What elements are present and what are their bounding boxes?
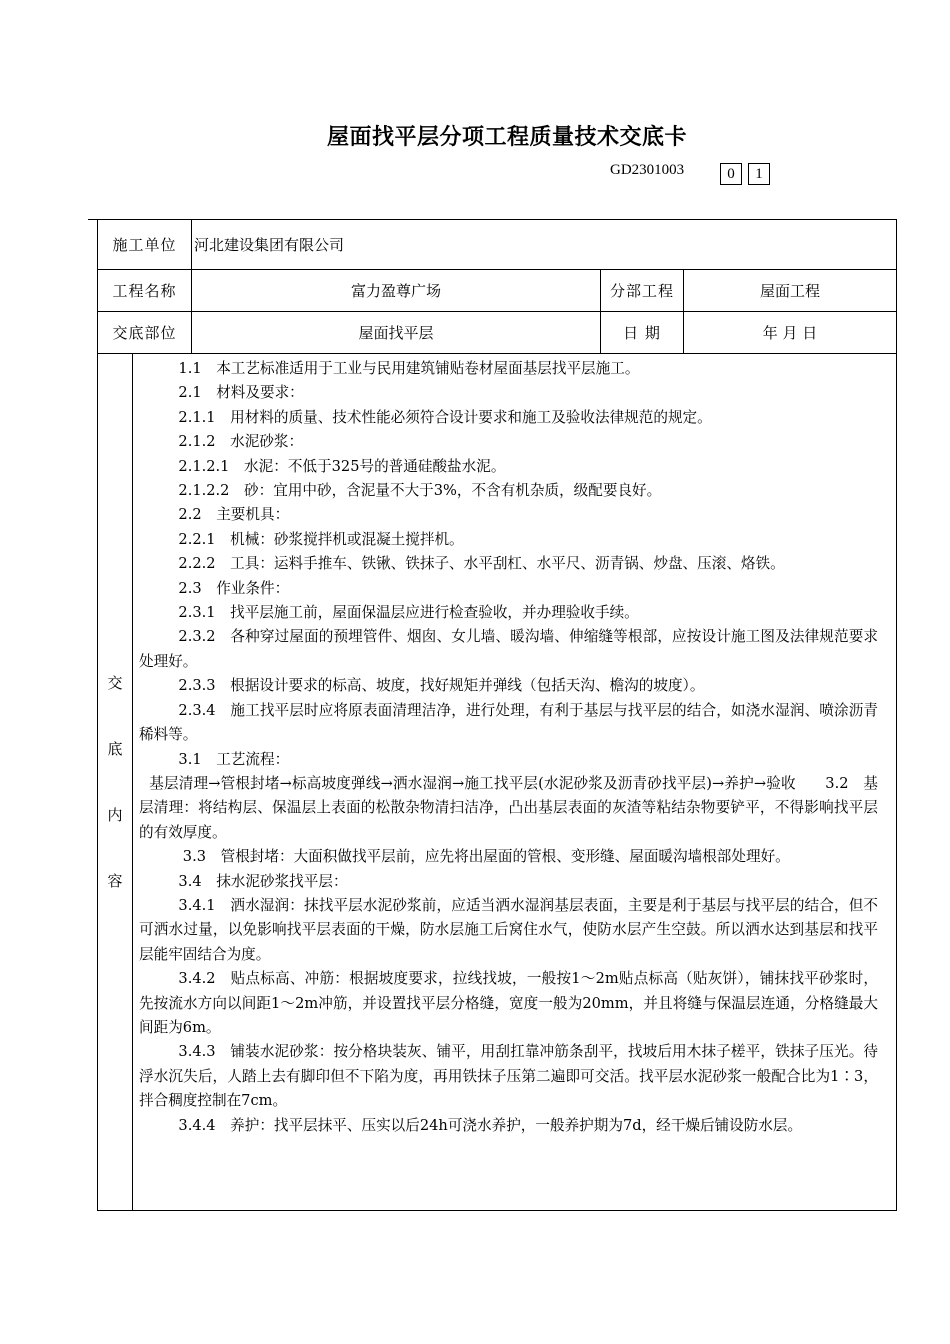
unit-value: 河北建设集团有限公司 (192, 220, 897, 270)
date-value: 年 月 日 (684, 312, 897, 354)
content-paragraph: 3.4.3 铺装水泥砂浆：按分格块装灰、铺平，用刮扛靠冲筋条刮平，找坡后用木抹子槎平，铁抹子压光。待浮水沉失后，人踏上去有脚印但不下陷为度，再用铁抹子压第二遍即可交活。找平层水泥砂浆一般配合比为1∶3，拌合稠度控制在7cm。 (139, 1043, 879, 1110)
part-value: 屋面找平层 (192, 312, 601, 354)
row-project (98, 270, 897, 312)
content-paragraph: 2.1.2.1 水泥：不低于325号的普通硅酸盐水泥。 (178, 457, 506, 475)
project-value: 富力盈尊广场 (192, 270, 601, 312)
content-paragraph: 3.3 管根封堵：大面积做找平层前，应先将出屋面的管根、变形缝、屋面暖沟墙根部处理好。 (182, 848, 790, 866)
content-paragraph: 2.1.2 水泥砂浆： (178, 433, 304, 451)
content-paragraph: 2.3.2 各种穿过屋面的预埋管件、烟囱、女儿墙、暖沟墙、伸缩缝等根部，应按设计施工图及法律规范要求处理好。 (139, 628, 879, 670)
content-paragraph: 2.1.1 用材料的质量、技术性能必须符合设计要求和施工及验收法律规范的规定。 (178, 408, 712, 426)
sub-project-label: 分部工程 (601, 270, 684, 312)
content-paragraph: 2.3.1 找平层施工前，屋面保温层应进行检查验收，并办理验收手续。 (178, 604, 639, 622)
side-char: 容 (107, 872, 123, 890)
document-code: GD2301003 (610, 162, 685, 178)
content-paragraph: 3.4 抹水泥砂浆找平层： (178, 872, 348, 890)
content-paragraph: 2.2.2 工具：运料手推车、铁锹、铁抹子、水平刮杠、水平尺、沥青锅、炒盘、压滚、烙铁。 (178, 555, 785, 573)
side-char: 内 (107, 806, 123, 824)
content-body (133, 354, 897, 1211)
code-box-1: 0 (720, 163, 742, 185)
content-paragraph: 2.3.4 施工找平层时应将原表面清理洁净，进行处理，有利于基层与找平层的结合，如浇水湿润、喷涂沥青稀料等。 (139, 701, 879, 744)
sub-project-value: 屋面工程 (684, 270, 897, 312)
content-paragraph: 2.3 作业条件： (178, 579, 290, 597)
part-label: 交底部位 (98, 312, 192, 354)
content-paragraph: 3.4.4 养护：找平层抹平、压实以后24h可浇水养护，一般养护期为7d，经干燥后铺设防水层。 (178, 1116, 803, 1134)
project-label: 工程名称 (98, 270, 192, 312)
side-char: 交 (107, 674, 123, 692)
content-paragraph: 2.2.1 机械：砂浆搅拌机或混凝土搅拌机。 (178, 530, 464, 548)
side-char: 底 (107, 740, 123, 758)
content-paragraph: 1.1 本工艺标准适用于工业与民用建筑铺贴卷材屋面基层找平层施工。 (178, 360, 640, 377)
content-paragraph: 2.3.3 根据设计要求的标高、坡度，找好规矩并弹线（包括天沟、檐沟的坡度）。 (178, 677, 705, 695)
content-side-label (98, 354, 133, 1211)
code-box-2: 1 (748, 163, 770, 185)
date-label: 日 期 (601, 312, 684, 354)
unit-label: 施工单位 (98, 220, 192, 270)
row-part (98, 312, 897, 354)
content-paragraph: 3.1 工艺流程： (178, 750, 290, 768)
row-content (98, 354, 897, 1211)
content-paragraph: 3.4.2 贴点标高、冲筋：根据坡度要求，拉线找坡，一般按1～2m贴点标高（贴灰饼），铺抹找平砂浆时，先按流水方向以间距1～2m冲筋，并设置找平层分格缝，宽度一般为20mm，并且将缝与保温层连通，分格缝最大间距为6m。 (139, 970, 879, 1036)
content-paragraph: 2.2 主要机具： (178, 506, 290, 524)
handover-table (97, 219, 897, 1211)
row-unit (98, 220, 897, 270)
document-title: 屋面找平层分项工程质量技术交底卡 (326, 124, 687, 150)
content-paragraph: 2.1 材料及要求： (178, 384, 304, 402)
content-paragraph: 2.1.2.2 砂：宜用中砂，含泥量不大于3%，不含有机杂质，级配要良好。 (178, 482, 662, 500)
content-paragraph: 基层清理→管根封堵→标高坡度弹线→洒水湿润→施工找平层(水泥砂浆及沥青砂找平层)→养护→验收 3.2 基层清理：将结构层、保温层上表面的松散杂物清扫洁净，凸出基层表面的灰渣等粘结杂物要铲平，不得影响找平层的有效厚度。 (139, 774, 879, 841)
content-paragraph: 3.4.1 洒水湿润：抹找平层水泥砂浆前，应适当洒水湿润基层表面，主要是利于基层与找平层的结合，但不可洒水过量，以免影响找平层表面的干燥，防水层施工后窝住水气，使防水层产生空鼓。所以洒水达到基层和找平层能牢固结合为度。 (139, 896, 879, 963)
